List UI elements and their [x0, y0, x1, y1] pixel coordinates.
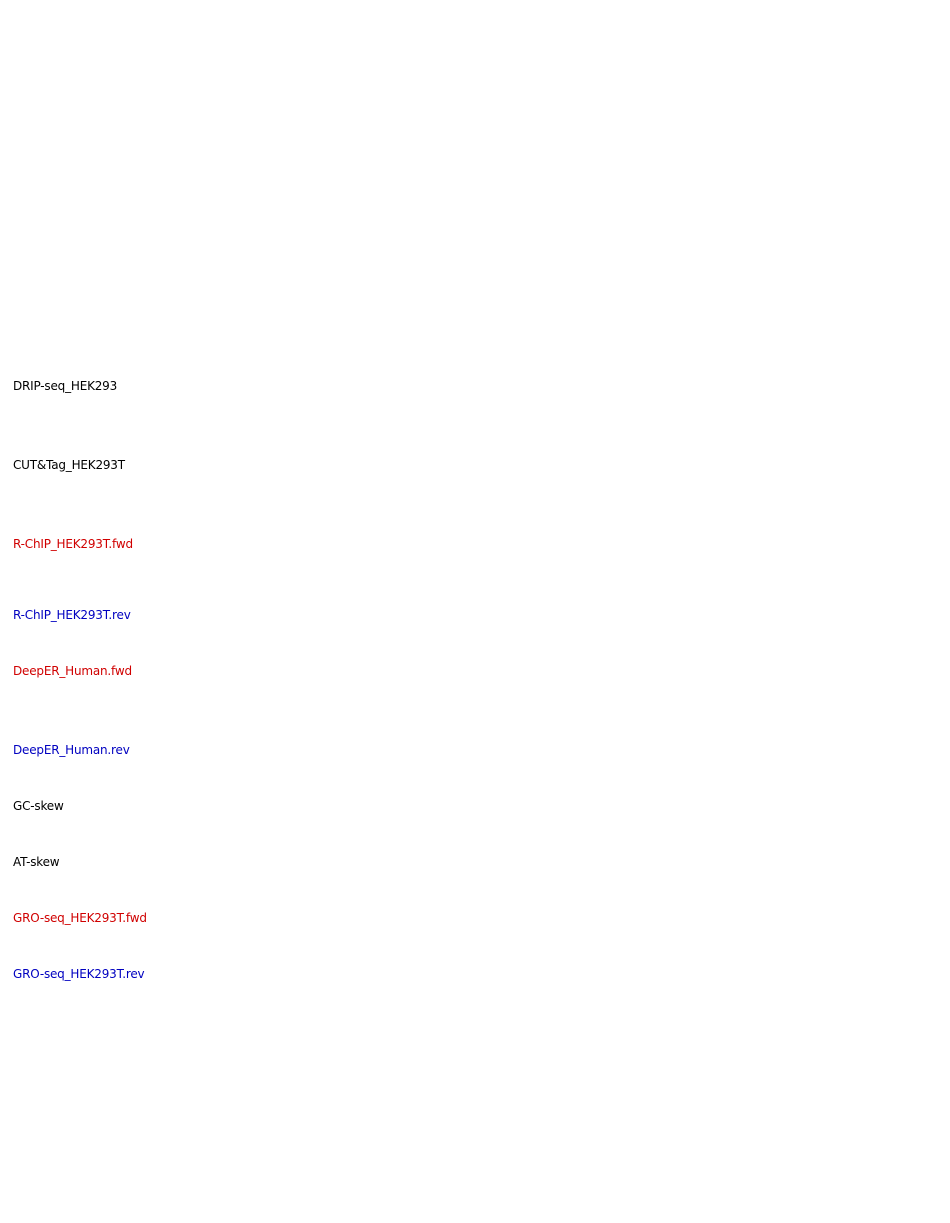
gc-skew-track-label[interactable]: GC-skew	[13, 799, 64, 813]
at-skew-track-label[interactable]: AT-skew	[13, 855, 60, 869]
rchip-fwd-track-label[interactable]: R-ChIP_HEK293T.fwd	[13, 537, 133, 551]
deeper-fwd-track-label[interactable]: DeepER_Human.fwd	[13, 664, 132, 678]
gro-seq-rev-track-label[interactable]: GRO-seq_HEK293T.rev	[13, 967, 145, 981]
rchip-rev-track-label[interactable]: R-ChIP_HEK293T.rev	[13, 608, 131, 622]
track-data-area[interactable]	[158, 0, 950, 1223]
cuttag-track-label[interactable]: CUT&Tag_HEK293T	[13, 458, 125, 472]
gro-seq-fwd-track-label[interactable]: GRO-seq_HEK293T.fwd	[13, 911, 147, 925]
deeper-rev-track-label[interactable]: DeepER_Human.rev	[13, 743, 130, 757]
drip-seq-track-label[interactable]: DRIP-seq_HEK293	[13, 379, 118, 393]
track-label-panel	[0, 0, 158, 1223]
